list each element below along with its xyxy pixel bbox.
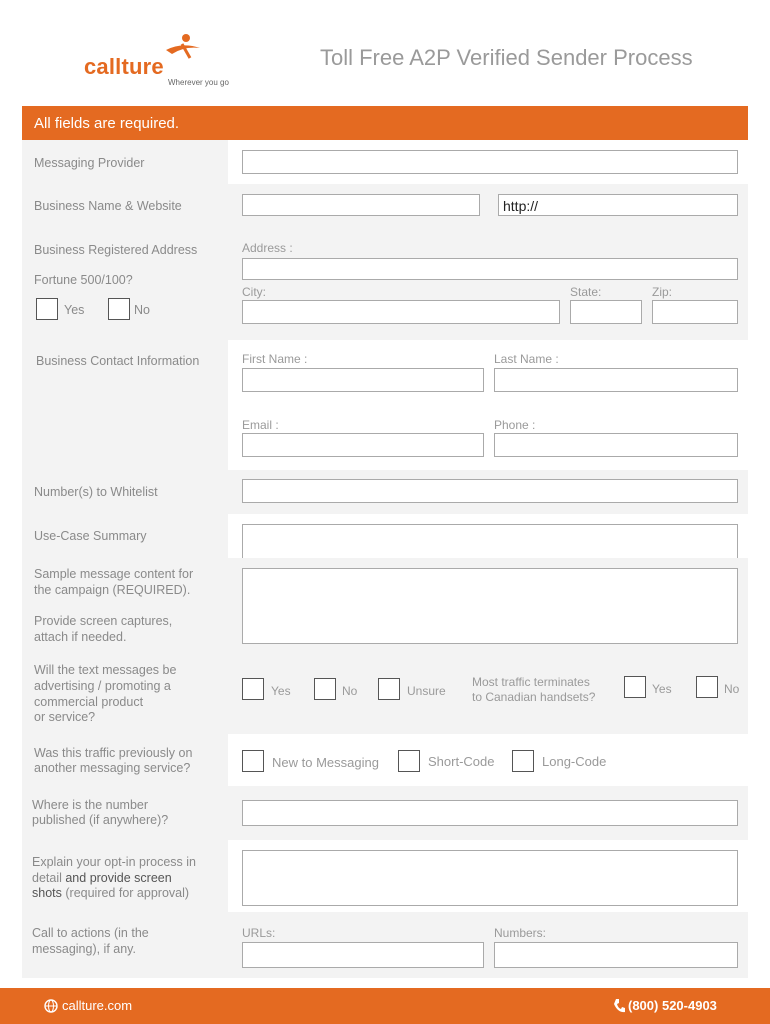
registered-address-label: Business Registered Address (34, 243, 198, 257)
long-code-label: Long-Code (542, 754, 607, 769)
business-name-field[interactable] (242, 194, 480, 216)
logo (84, 34, 244, 89)
fortune-yes-label: Yes (64, 303, 85, 317)
page-title: Toll Free A2P Verified Sender Process (320, 45, 693, 70)
first-name-field[interactable] (242, 368, 484, 392)
previous-service-line-2: another messaging service? (34, 761, 191, 775)
new-to-messaging-checkbox[interactable] (242, 750, 264, 772)
advertising-no-label: No (342, 684, 358, 698)
required-notice: All fields are required. (34, 115, 180, 132)
published-line-1: Where is the number (32, 798, 149, 812)
sample-message-line-3: Provide screen captures, (34, 614, 173, 628)
short-code-checkbox[interactable] (398, 750, 420, 772)
business-name-label: Business Name & Website (34, 199, 182, 213)
first-name-label: First Name : (242, 352, 308, 366)
canadian-line-1: Most traffic terminates (472, 675, 590, 689)
globe-icon (44, 999, 58, 1013)
address-field[interactable] (242, 258, 738, 280)
canadian-line-2: to Canadian handsets? (472, 690, 596, 704)
cta-line-1: Call to actions (in the (32, 926, 149, 940)
last-name-field[interactable] (494, 368, 738, 392)
optin-line-3 (32, 885, 189, 901)
optin-line-2a: detail (32, 871, 66, 885)
sample-message-field[interactable] (242, 568, 738, 644)
whitelist-field[interactable] (242, 479, 738, 503)
required-notice-bar (22, 106, 748, 140)
advertising-yes-checkbox[interactable] (242, 678, 264, 700)
numbers-field[interactable] (494, 942, 738, 968)
advertising-line-2: advertising / promoting a (34, 679, 171, 693)
email-field[interactable] (242, 433, 484, 457)
new-to-messaging-label: New to Messaging (272, 755, 379, 770)
optin-field[interactable] (242, 850, 738, 906)
optin-line-3b: (required for approval) (61, 886, 190, 900)
phone-icon (613, 998, 625, 1014)
urls-field[interactable] (242, 942, 484, 968)
advertising-unsure-label: Unsure (407, 684, 446, 698)
advertising-line-1: Will the text messages be (34, 663, 177, 677)
website-field[interactable] (498, 194, 738, 216)
zip-label: Zip: (652, 285, 673, 299)
row-use-case (22, 514, 748, 558)
city-field[interactable] (242, 300, 560, 324)
whitelist-label: Number(s) to Whitelist (34, 485, 158, 499)
optin-line-2 (32, 870, 172, 886)
optin-line-2b: and provide screen (65, 871, 172, 885)
urls-label: URLs: (242, 926, 276, 940)
long-code-checkbox[interactable] (512, 750, 534, 772)
advertising-yes-label: Yes (271, 684, 291, 698)
state-label: State: (570, 285, 602, 299)
contact-info-label: Business Contact Information (36, 354, 200, 368)
sample-message-line-1: Sample message content for (34, 567, 194, 581)
sample-message-line-4: attach if needed. (34, 630, 127, 644)
phone-label: Phone : (494, 418, 536, 432)
logo-text: callture (84, 54, 164, 79)
messaging-provider-label: Messaging Provider (34, 156, 145, 170)
messaging-provider-field[interactable] (242, 150, 738, 174)
row-cta (22, 912, 748, 978)
website-prefix: http:// (503, 198, 539, 214)
row-registered-address (22, 228, 748, 340)
optin-line-3a: shots (32, 886, 62, 900)
canadian-yes-label: Yes (652, 682, 672, 696)
footer-website[interactable]: callture.com (62, 998, 133, 1013)
canadian-no-label: No (724, 682, 740, 696)
advertising-line-4: or service? (34, 710, 96, 724)
published-field[interactable] (242, 800, 738, 826)
canadian-no-checkbox[interactable] (696, 676, 718, 698)
city-label: City: (242, 285, 266, 299)
row-messaging-provider (22, 140, 748, 184)
advertising-line-3: commercial product (34, 695, 144, 709)
previous-service-line-1: Was this traffic previously on (34, 746, 193, 760)
fortune-no-label: No (134, 303, 150, 317)
sample-message-line-2: the campaign (REQUIRED). (34, 583, 191, 597)
row-advertising (22, 654, 748, 734)
row-published (22, 786, 748, 840)
state-field[interactable] (570, 300, 642, 324)
advertising-unsure-checkbox[interactable] (378, 678, 400, 700)
cta-line-2: messaging), if any. (32, 942, 136, 956)
address-label: Address : (242, 241, 293, 255)
last-name-label: Last Name : (494, 352, 559, 366)
tagline: Wherever you go (168, 78, 229, 87)
row-optin (22, 840, 748, 912)
advertising-no-checkbox[interactable] (314, 678, 336, 700)
row-whitelist (22, 470, 748, 514)
row-sample-message (22, 558, 748, 654)
published-line-2: published (if anywhere)? (32, 813, 169, 827)
row-contact-info (22, 340, 748, 470)
optin-line-1: Explain your opt-in process in (32, 855, 196, 869)
fortune-no-checkbox[interactable] (108, 298, 130, 320)
fortune-yes-checkbox[interactable] (36, 298, 58, 320)
fortune-label: Fortune 500/100? (34, 273, 133, 287)
canadian-yes-checkbox[interactable] (624, 676, 646, 698)
numbers-label: Numbers: (494, 926, 547, 940)
row-previous-service (22, 734, 748, 786)
short-code-label: Short-Code (428, 754, 495, 769)
phone-field[interactable] (494, 433, 738, 457)
zip-field[interactable] (652, 300, 738, 324)
email-label: Email : (242, 418, 279, 432)
row-business-name (22, 184, 748, 228)
person-swoosh-icon (164, 32, 204, 62)
use-case-label: Use-Case Summary (34, 529, 147, 543)
footer (0, 988, 770, 1024)
footer-phone[interactable]: (800) 520-4903 (628, 998, 717, 1013)
use-case-field[interactable] (242, 524, 738, 558)
